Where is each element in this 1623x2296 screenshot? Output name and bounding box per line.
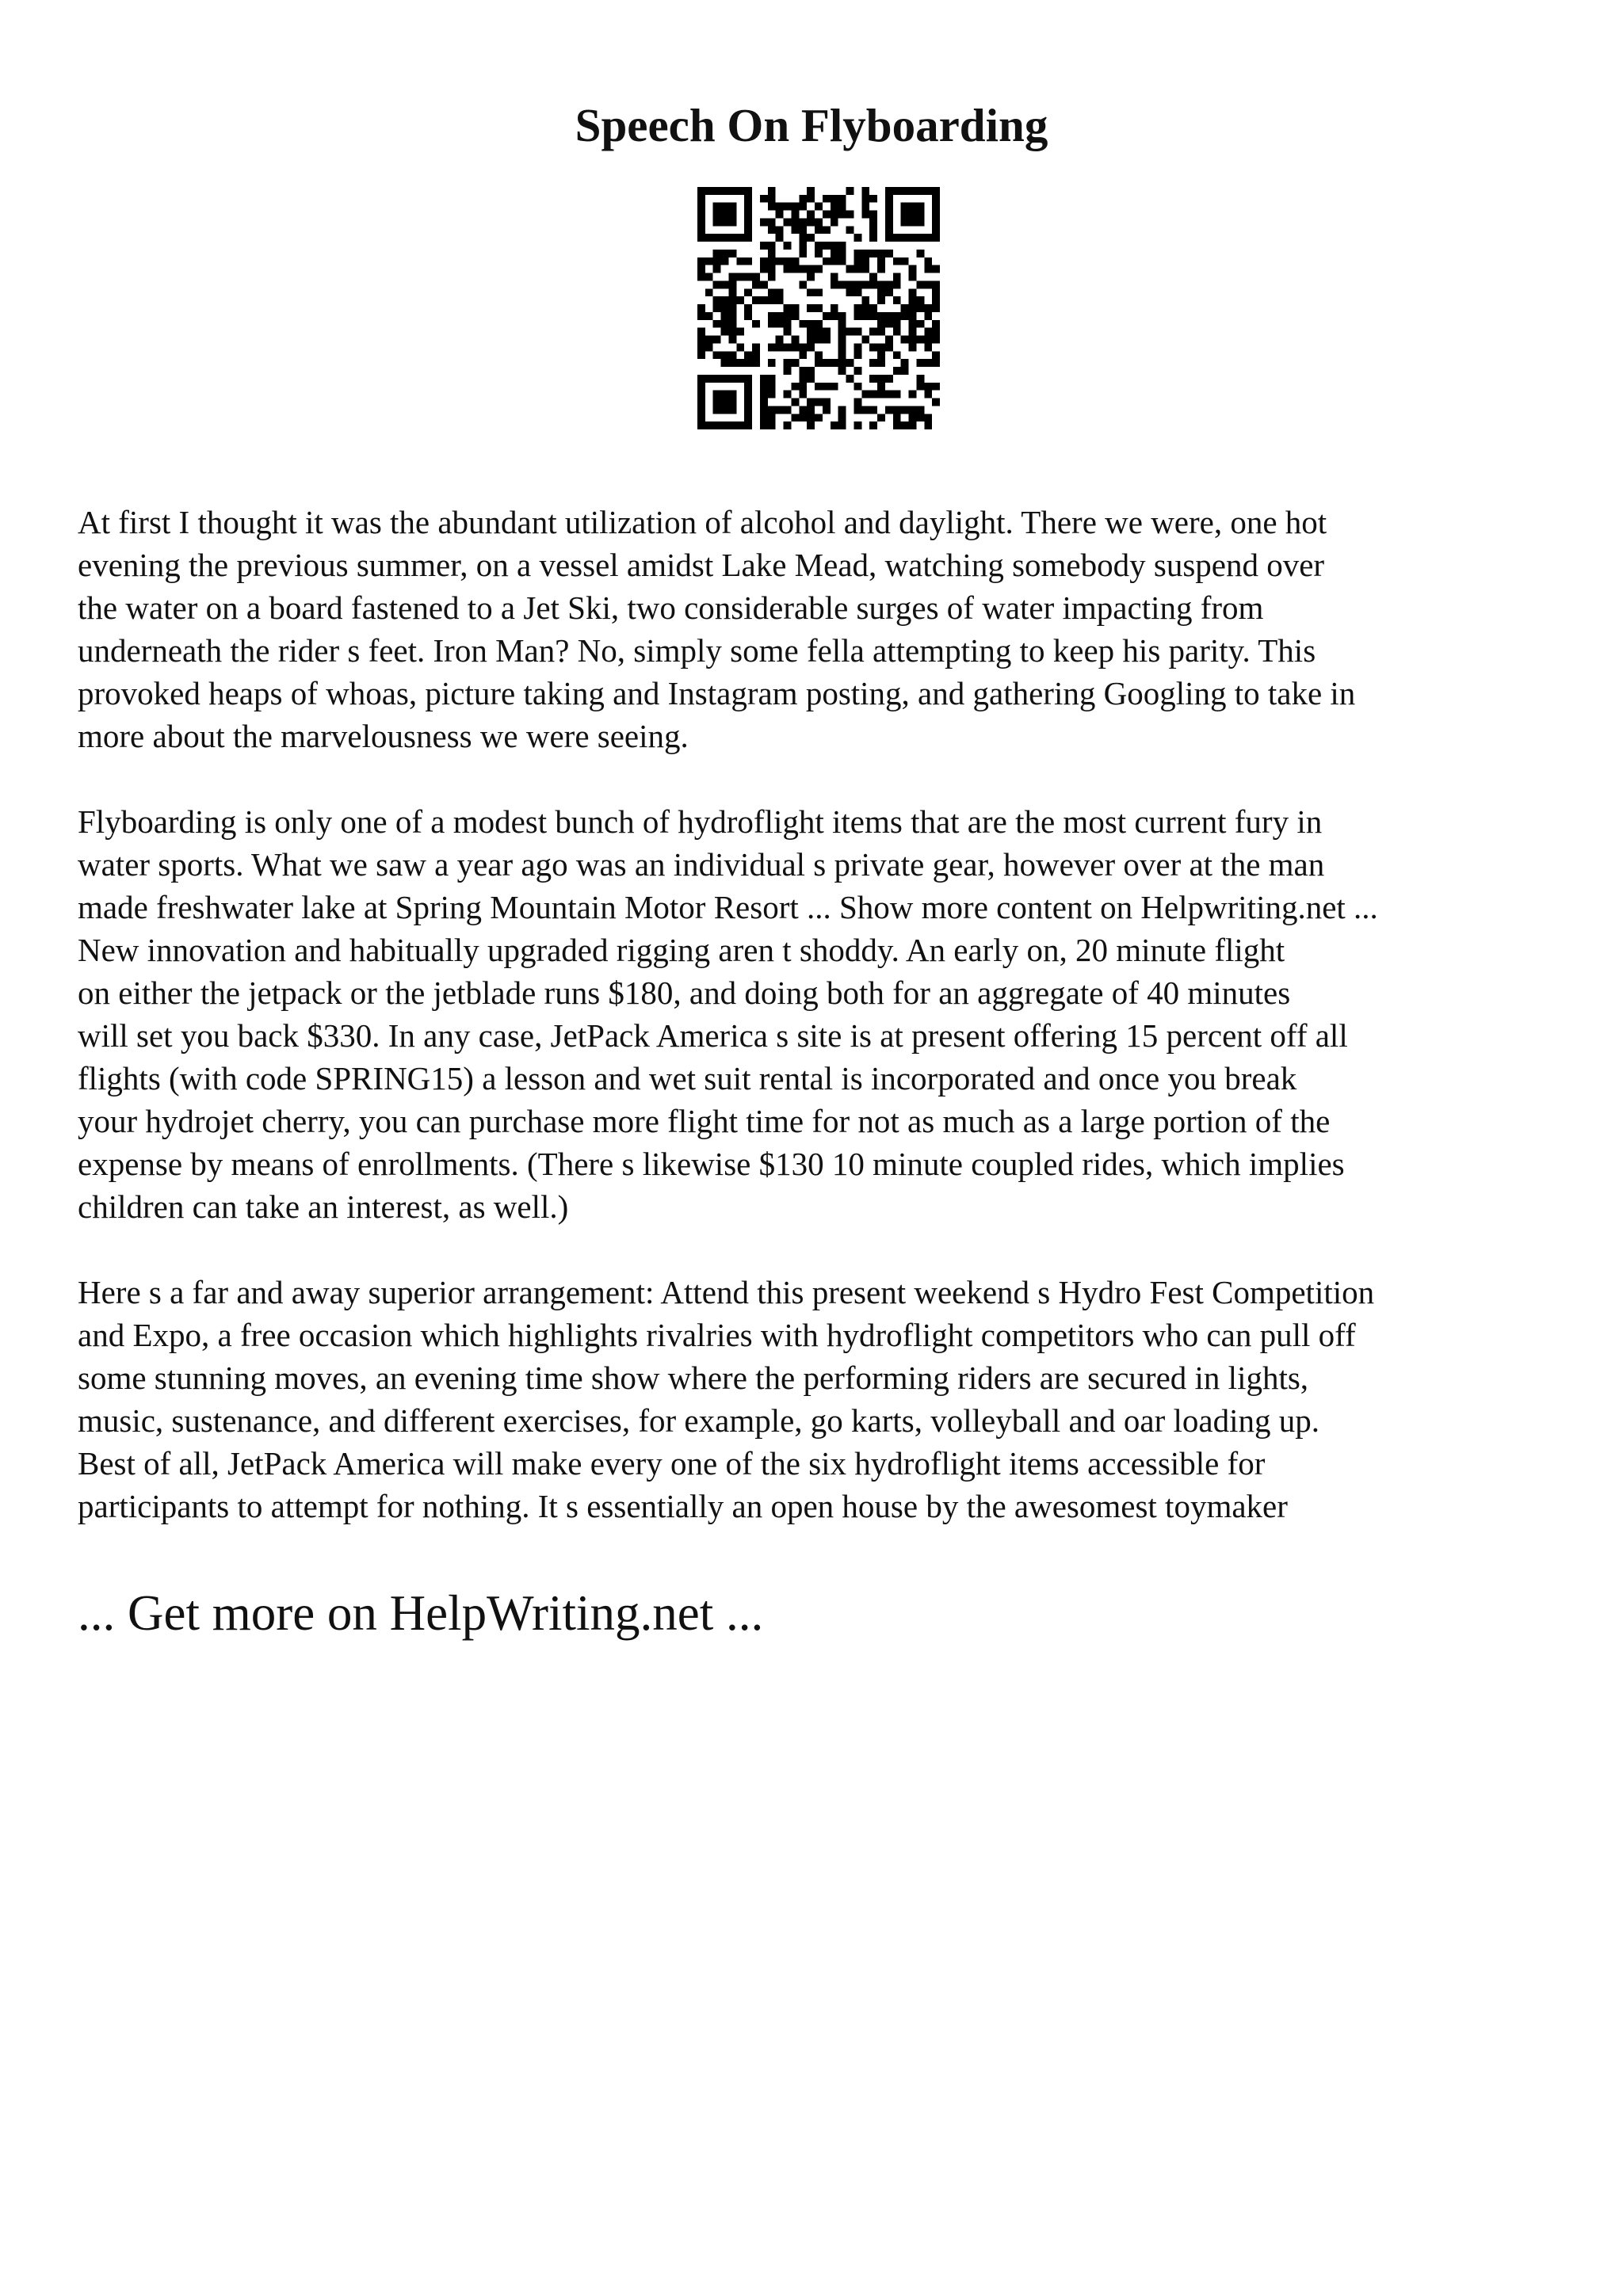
paragraph-line: Here s a far and away superior arrangement: Attend this present weekend s Hydro Fest Competition: [78, 1274, 1375, 1310]
paragraph-line: will set you back $330. In any case, JetPack America s site is at present offering 15 percent off all: [78, 1017, 1348, 1054]
paragraph-2: [78, 800, 1568, 1228]
paragraph-line: made freshwater lake at Spring Mountain Motor Resort ... Show more content on Helpwriting.net ...: [78, 889, 1378, 925]
paragraph-line: expense by means of enrollments. (There s likewise $130 10 minute coupled rides, which implies: [78, 1146, 1345, 1182]
paragraph-line: flights (with code SPRING15) a lesson and wet suit rental is incorporated and once you break: [78, 1060, 1297, 1097]
paragraph-line: Best of all, JetPack America will make every one of the six hydroflight items accessible for: [78, 1445, 1266, 1482]
paragraph-line: the water on a board fastened to a Jet Ski, two considerable surges of water impacting from: [78, 589, 1264, 626]
paragraph-line: your hydrojet cherry, you can purchase more flight time for not as much as a large portion of the: [78, 1103, 1331, 1139]
qr-code-icon: [697, 187, 940, 429]
paragraph-line: underneath the rider s feet. Iron Man? No, simply some fella attempting to keep his parity. This: [78, 632, 1316, 669]
paragraph-3: [78, 1271, 1568, 1527]
document-title: Speech On Flyboarding: [575, 99, 1048, 151]
paragraph-line: music, sustenance, and different exercises, for example, go karts, volleyball and oar loading up.: [78, 1402, 1319, 1439]
paragraph-line: children can take an interest, as well.): [78, 1188, 569, 1225]
paragraph-line: some stunning moves, an evening time show where the performing riders are secured in lights,: [78, 1360, 1309, 1396]
paragraph-line: Flyboarding is only one of a modest bunch of hydroflight items that are the most current fury in: [78, 803, 1323, 840]
paragraph-line: more about the marvelousness we were seeing.: [78, 718, 689, 754]
paragraph-line: water sports. What we saw a year ago was an individual s private gear, however over at the man: [78, 846, 1325, 883]
paragraph-line: and Expo, a free occasion which highlights rivalries with hydroflight competitors who can pull off: [78, 1317, 1356, 1353]
paragraph-line: on either the jetpack or the jetblade runs $180, and doing both for an aggregate of 40 minutes: [78, 974, 1291, 1011]
paragraph-line: At first I thought it was the abundant utilization of alcohol and daylight. There we were, one hot: [78, 504, 1327, 540]
paragraph-line: participants to attempt for nothing. It s essentially an open house by the awesomest toymaker: [78, 1488, 1288, 1524]
get-more-link[interactable]: ... Get more on HelpWriting.net ...: [78, 1585, 764, 1641]
paragraph-line: evening the previous summer, on a vessel amidst Lake Mead, watching somebody suspend over: [78, 547, 1325, 583]
paragraph-line: provoked heaps of whoas, picture taking and Instagram posting, and gathering Googling to take in: [78, 675, 1356, 711]
paragraph-1: [78, 501, 1568, 757]
paragraph-line: New innovation and habitually upgraded rigging aren t shoddy. An early on, 20 minute flight: [78, 932, 1285, 968]
